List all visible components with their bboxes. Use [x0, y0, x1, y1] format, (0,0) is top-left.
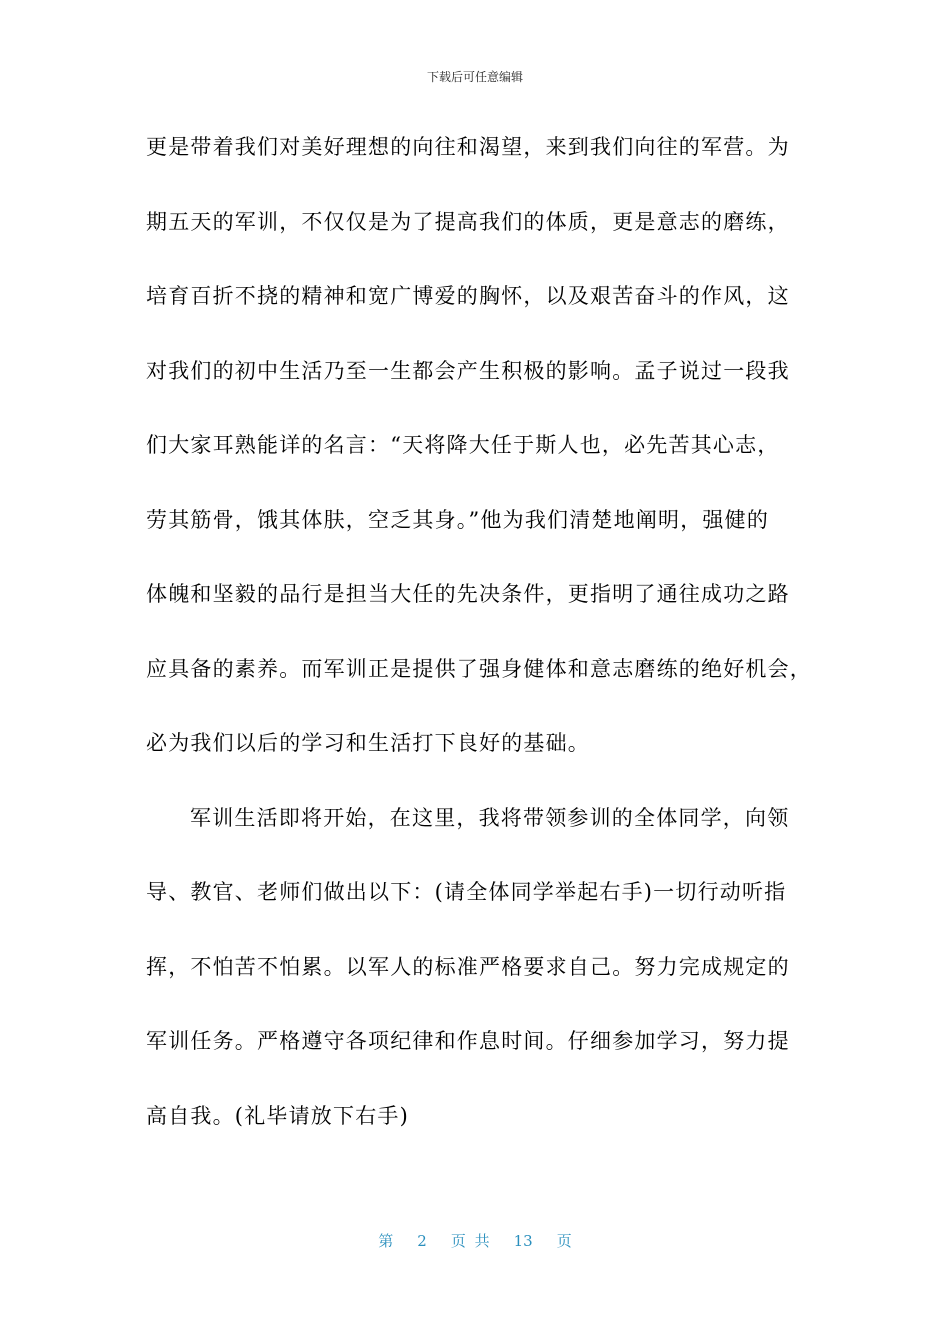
- footer-end-label: 页: [556, 1232, 572, 1250]
- body-line: 期五天的军训，不仅仅是为了提高我们的体质，更是意志的磨练，: [146, 209, 790, 234]
- footer-total-pages: 13: [513, 1232, 533, 1250]
- footer-current-page: 2: [417, 1232, 427, 1250]
- page-header: 下载后可任意编辑: [426, 70, 523, 84]
- page-footer: [0, 1230, 950, 1251]
- body-line: 应具备的素养。而军训正是提供了强身健体和意志磨练的绝好机会，: [146, 656, 812, 681]
- body-line: 培育百折不挠的精神和宽广博爱的胸怀，以及艰苦奋斗的作风，这: [146, 284, 790, 308]
- body-line: 军训任务。严格遵守各项纪律和作息时间。仔细参加学习，努力提: [146, 1029, 790, 1053]
- document-body: [146, 130, 812, 1173]
- body-line: 体魄和坚毅的品行是担当大任的先决条件，更指明了通往成功之路: [146, 582, 790, 606]
- body-line: 们大家耳熟能详的名言：“天将降大任于斯人也，必先苦其心志，: [146, 433, 780, 457]
- footer-total-label: 页 共: [450, 1232, 490, 1250]
- body-line: 高自我。(礼毕请放下右手): [146, 1103, 409, 1128]
- paragraph-start-line: 军训生活即将开始，在这里，我将带领参训的全体同学，向领: [190, 805, 790, 830]
- body-line: 必为我们以后的学习和生活打下良好的基础。: [146, 731, 590, 755]
- body-line: 挥，不怕苦不怕累。以军人的标准严格要求自己。努力完成规定的: [146, 954, 790, 979]
- body-line: 导、教官、老师们做出以下：(请全体同学举起右手)一切行动听指: [146, 880, 787, 904]
- body-line: 劳其筋骨，饿其体肤，空乏其身。”他为我们清楚地阐明，强健的: [146, 507, 770, 532]
- body-line: 更是带着我们对美好理想的向往和渴望，来到我们向往的军营。为: [146, 135, 790, 159]
- body-line: 对我们的初中生活乃至一生都会产生积极的影响。孟子说过一段我: [146, 358, 790, 383]
- footer-page-label: 第: [378, 1232, 394, 1250]
